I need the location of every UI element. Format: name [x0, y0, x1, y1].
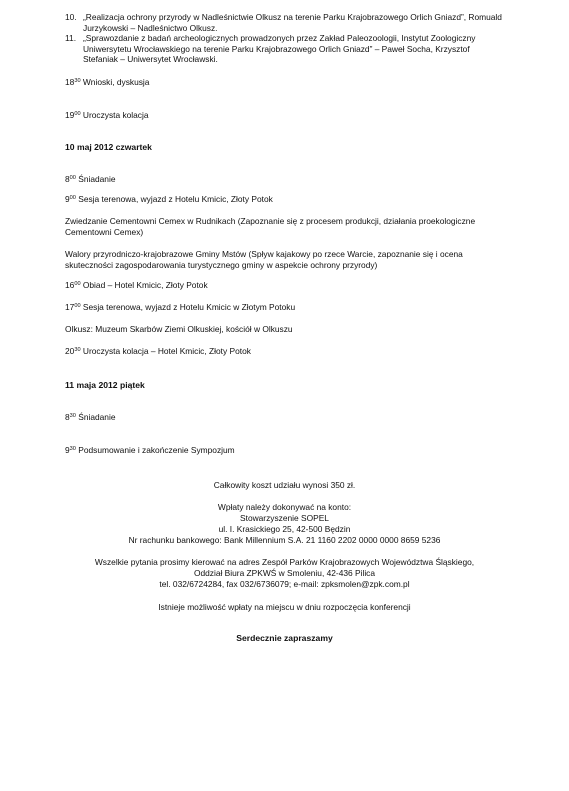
onsite-payment-note: Istnieje możliwość wpłaty na miejscu w dniu rozpoczęcia konferencji: [158, 602, 411, 612]
contact-line: Wszelkie pytania prosimy kierować na adres Zespół Parków Krajobrazowych Województwa Śląskiego,: [94, 557, 475, 567]
schedule-item: $17^{00}$ Sesja terenowa, wyjazd z Hotelu Kmicic w Złotym Potoku: [65, 302, 296, 312]
schedule-item: Olkusz: Muzeum Skarbów Ziemi Olkuskiej, kościół w Olkuszu: [65, 324, 293, 334]
schedule-item: $9^{00}$ Sesja terenowa, wyjazd z Hotelu Kmicic, Złoty Potok: [65, 194, 273, 204]
schedule-item: Walory przyrodniczo-krajobrazowe Gminy Mstów (Spływ kajakowy po rzece Warcie, zapoznanie się i ocena skuteczności zagospodarowania turystycznego gminy w aspekcie ochrony przyrody): [65, 249, 463, 270]
list-text: „Realizacja ochrony przyrody w Nadleśnictwie Olkusz na terenie Parku Krajobrazowego Orlich Gniazd”, Romuald Jurzykowski – Nadleśnictwo Olkusz.: [83, 12, 502, 33]
contact-line: Oddział Biura ZPKWŚ w Smoleniu, 42-436 Pilica: [193, 568, 376, 578]
list-number: 10.: [65, 12, 77, 22]
closing-line: Serdecznie zapraszamy: [236, 633, 333, 643]
schedule-item: $20^{30}$ Uroczysta kolacja – Hotel Kmicic, Złoty Potok: [65, 346, 251, 356]
schedule-item: $8^{30}$ Śniadanie: [65, 412, 116, 422]
schedule-item: Zwiedzanie Cementowni Cemex w Rudnikach (Zapoznanie się z procesem produkcji, działania proekologiczne Cementowni Cemex): [65, 216, 476, 237]
schedule-item: $8^{00}$ Śniadanie: [65, 174, 116, 184]
day-heading: 11 maja 2012 piątek: [65, 380, 145, 390]
payment-line: ul. I. Krasickiego 25, 42-500 Będzin: [218, 524, 351, 534]
schedule-item: $16^{00}$ Obiad – Hotel Kmicic, Złoty Potok: [65, 280, 208, 290]
payment-line: Wpłaty należy dokonywać na konto:: [217, 502, 352, 512]
contact-line: tel. 032/6724284, fax 032/6736079; e-mail: zpksmolen@zpk.com.pl: [159, 579, 410, 589]
day-heading: 10 maj 2012 czwartek: [65, 142, 152, 152]
payment-line: Stowarzyszenie SOPEL: [240, 513, 329, 523]
cost-note: Całkowity koszt udziału wynosi 350 zł.: [213, 480, 356, 490]
list-item-11: [65, 33, 505, 67]
schedule-item: $19^{00}$ Uroczysta kolacja: [65, 110, 149, 120]
bank-account-line: Nr rachunku bankowego: Bank Millennium S.A. 21 1160 2202 0000 0000 8659 5236: [128, 535, 441, 545]
schedule-item: $9^{30}$ Podsumowanie i zakończenie Sympozjum: [65, 445, 235, 455]
list-number: 11.: [65, 33, 77, 43]
list-text: „Sprawozdanie z badań archeologicznych prowadzonych przez Zakład Paleozoologii, Instytut Zoologiczny Uniwersytetu Wrocławskiego na terenie Parku Krajobrazowego Orlich Gniazd” – Paweł Socha, Krzysztof Stefaniak – Uniwersytet Wrocławski.: [83, 33, 476, 64]
schedule-item: $18^{30}$ Wnioski, dyskusja: [65, 77, 150, 87]
